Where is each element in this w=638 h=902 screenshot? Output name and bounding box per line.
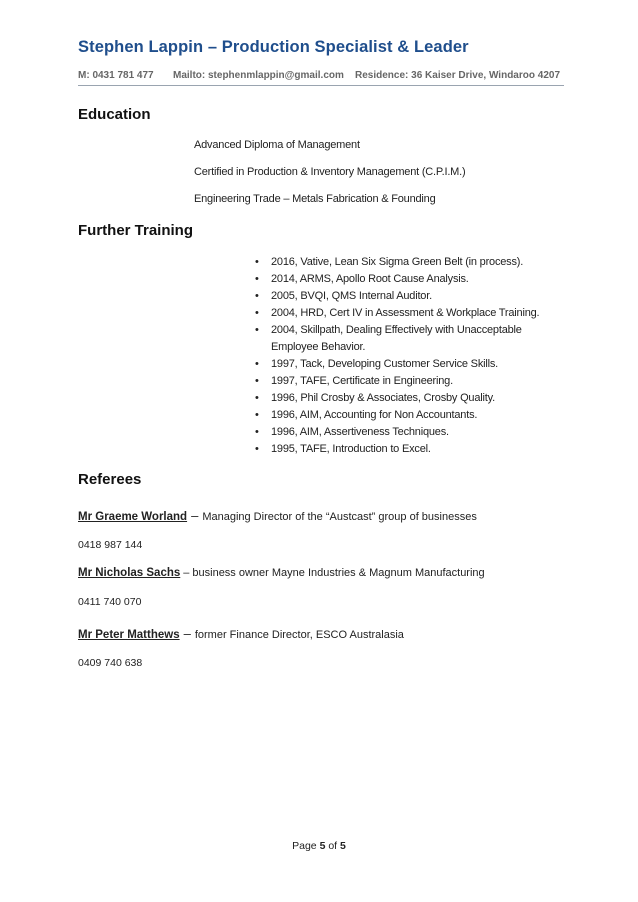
bullet-icon: • [255, 307, 259, 319]
referee-role: former Finance Director, ESCO Australasia [194, 629, 404, 641]
total-page-number: 5 [340, 840, 346, 852]
bullet-icon: • [255, 409, 259, 421]
referee-phone: 0411 740 070 [78, 596, 142, 608]
list-item: • 2016, Vative, Lean Six Sigma Green Belt (in process). [255, 254, 555, 271]
referee-name: Mr Peter Matthews [78, 629, 180, 641]
list-item: • 1997, TAFE, Certificate in Engineering. [255, 373, 555, 390]
header-divider [78, 85, 564, 86]
bullet-icon: • [255, 375, 259, 387]
list-item: • 1996, AIM, Accounting for Non Accountants. [255, 407, 555, 424]
list-item: • 1995, TAFE, Introduction to Excel. [255, 441, 555, 458]
list-item: • 2014, ARMS, Apollo Root Cause Analysis. [255, 271, 555, 288]
current-page-number: 5 [319, 840, 326, 852]
bullet-icon: • [255, 290, 259, 302]
list-item: • 1996, Phil Crosby & Associates, Crosby Quality. [255, 390, 555, 407]
referee-role: business owner Mayne Industries & Magnum Manufacturing [192, 567, 485, 579]
list-item: • 1996, AIM, Assertiveness Techniques. [255, 424, 555, 441]
education-item: Advanced Diploma of Management [194, 139, 360, 151]
bullet-icon: • [255, 324, 259, 336]
bullet-icon: • [255, 443, 259, 455]
bullet-icon: • [255, 392, 259, 404]
education-item: Certified in Production & Inventory Management (C.P.I.M.) [194, 166, 466, 178]
bullet-icon: • [255, 256, 259, 268]
referees-heading: Referees [78, 471, 142, 488]
page-number-footer [0, 840, 638, 852]
referee-name: Mr Graeme Worland [78, 511, 188, 523]
referee-name: Mr Nicholas Sachs [78, 567, 181, 579]
referee-dash: – [183, 626, 191, 641]
referee-phone: 0418 987 144 [78, 539, 143, 551]
bullet-icon: • [255, 273, 259, 285]
referee-phone: 0409 740 638 [78, 657, 143, 669]
education-heading: Education [78, 106, 151, 123]
contact-mobile: M: 0431 781 477 [78, 70, 154, 81]
referee-entry [78, 508, 477, 523]
of-word: of [328, 840, 338, 852]
contact-residence: Residence: 36 Kaiser Drive, Windaroo 4207 [355, 70, 560, 81]
header-name-title: Stephen Lappin – Production Specialist & Leader [78, 38, 469, 56]
page-word: Page [292, 840, 317, 852]
referee-entry [78, 567, 485, 579]
list-item: • 2004, HRD, Cert IV in Assessment & Workplace Training. [255, 305, 555, 322]
bullet-icon: • [255, 426, 259, 438]
referee-dash: – [183, 567, 190, 579]
training-heading: Further Training [78, 222, 194, 239]
referee-role: Managing Director of the “Austcast” group of businesses [202, 511, 477, 523]
list-item: • 2004, Skillpath, Dealing Effectively with Unacceptable Employee Behavior. [255, 324, 522, 353]
referee-entry [78, 626, 404, 641]
training-list [255, 254, 555, 458]
referee-dash: – [191, 508, 199, 523]
list-item: • 2005, BVQI, QMS Internal Auditor. [255, 288, 555, 305]
list-item: • 1997, Tack, Developing Customer Service Skills. [255, 356, 555, 373]
education-item: Engineering Trade – Metals Fabrication & Founding [194, 193, 436, 205]
contact-email-link[interactable]: Mailto: stephenmlappin@gmail.com [173, 70, 344, 81]
bullet-icon: • [255, 358, 259, 370]
